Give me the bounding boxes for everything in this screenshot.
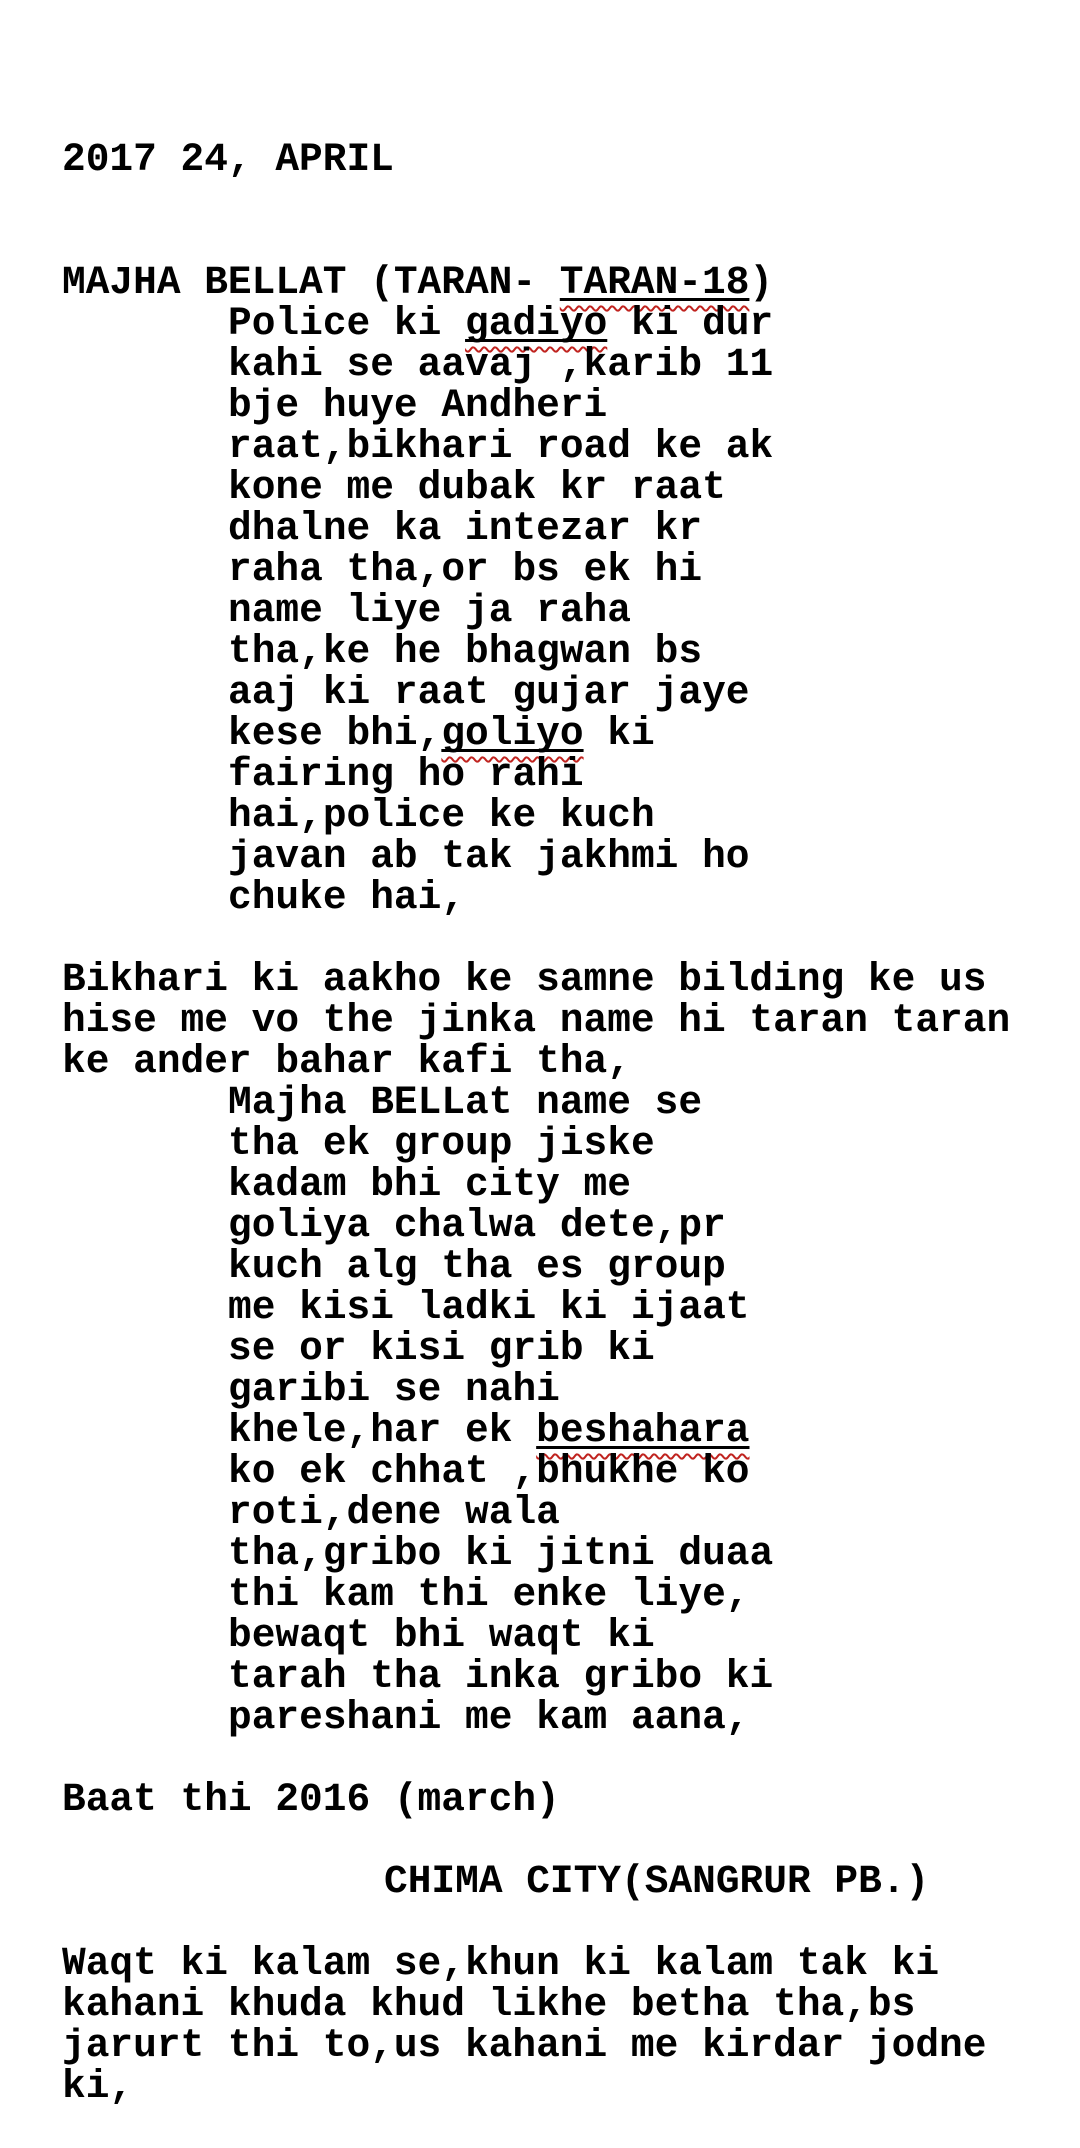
- text-segment: bewaqt bhi waqt ki: [228, 1613, 655, 1658]
- text-line: [228, 713, 1060, 754]
- narration-paragraph-1: [62, 959, 1060, 1082]
- text-segment: javan ab tak jakhmi ho: [228, 834, 750, 879]
- text-segment: kese bhi,: [228, 711, 442, 756]
- date-line: [62, 139, 1060, 180]
- date-note-line: [62, 1779, 1060, 1820]
- text-line: [62, 1000, 1060, 1041]
- text-line: [228, 1533, 1060, 1574]
- text-line: [228, 1205, 1060, 1246]
- text-segment: hai,police ke kuch: [228, 793, 655, 838]
- text-segment: bje huye Andheri: [228, 383, 608, 428]
- text-segment: me kisi ladki ki ijaat: [228, 1285, 750, 1330]
- text-segment: Baat thi 2016 (march): [62, 1777, 560, 1822]
- text-segment: se or kisi grib ki: [228, 1326, 655, 1371]
- text-line: [62, 959, 1060, 1000]
- text-segment: chuke hai,: [228, 875, 466, 920]
- text-segment: khele,har ek: [228, 1408, 537, 1453]
- text-segment: garibi se nahi: [228, 1367, 560, 1412]
- text-line: [228, 1328, 1060, 1369]
- text-line: [228, 467, 1060, 508]
- text-line: [228, 1451, 1060, 1492]
- text-segment: MAJHA BELLAT (TARAN-: [62, 260, 560, 305]
- text-segment: tha ek group jiske: [228, 1121, 655, 1166]
- text-segment: Waqt ki kalam se,khun ki kalam tak ki: [62, 1941, 940, 1986]
- blank-space: [62, 1738, 1060, 1779]
- text-segment: ): [749, 260, 774, 305]
- text-segment: Majha BELLat name se: [228, 1080, 703, 1125]
- text-segment: roti,dene wala: [228, 1490, 560, 1535]
- text-line: [228, 754, 1060, 795]
- text-line: [228, 672, 1060, 713]
- text-line: [62, 1943, 1060, 1984]
- text-segment: hise me vo the jinka name hi taran taran: [62, 998, 1011, 1043]
- text-segment: kadam bhi city me: [228, 1162, 631, 1207]
- text-line: [62, 1041, 1060, 1082]
- text-line: [228, 1369, 1060, 1410]
- text-segment: ki,: [62, 2064, 134, 2109]
- text-line: [228, 1410, 1060, 1451]
- text-line: [228, 1123, 1060, 1164]
- text-line: [228, 426, 1060, 467]
- misspelled-word: [441, 711, 583, 756]
- document-body: [62, 139, 1060, 2107]
- spellcheck-squiggle: beshahara: [536, 1408, 750, 1453]
- text-line: [228, 1656, 1060, 1697]
- text-segment: ke ander bahar kafi tha,: [62, 1039, 631, 1084]
- blank-space: [62, 180, 1060, 262]
- spellcheck-squiggle: goliyo: [441, 711, 584, 756]
- narration-paragraph-2: [62, 1943, 1060, 2107]
- text-line: [62, 139, 1060, 180]
- text-line: [228, 1082, 1060, 1123]
- text-line: [228, 508, 1060, 549]
- text-segment: tha,gribo ki jitni duaa: [228, 1531, 774, 1576]
- text-line: [228, 795, 1060, 836]
- text-line: [228, 1246, 1060, 1287]
- text-line: [228, 385, 1060, 426]
- text-line: [62, 2066, 1060, 2107]
- heading-line: [62, 262, 1060, 303]
- text-line: [228, 1164, 1060, 1205]
- text-line: [228, 1287, 1060, 1328]
- text-segment: Bikhari ki aakho ke samne bilding ke us: [62, 957, 987, 1002]
- text-line: [228, 836, 1060, 877]
- text-segment: tha,ke he bhagwan bs: [228, 629, 703, 674]
- text-segment: 2017 24, APRIL: [62, 137, 394, 182]
- text-segment: dhalne ka intezar kr: [228, 506, 703, 551]
- text-segment: kahi se aavaj ,karib 11: [228, 342, 774, 387]
- text-segment: aaj ki raat gujar jaye: [228, 670, 750, 715]
- text-line: [228, 344, 1060, 385]
- text-segment: fairing ho rahi: [228, 752, 584, 797]
- blank-space: [62, 1902, 1060, 1943]
- text-line: [228, 549, 1060, 590]
- spellcheck-squiggle: TARAN-18: [559, 260, 750, 305]
- text-segment: ki dur: [607, 301, 774, 346]
- text-segment: raha tha,or bs ek hi: [228, 547, 703, 592]
- text-line: [228, 1697, 1060, 1738]
- text-segment: CHIMA CITY(SANGRUR PB.): [384, 1859, 930, 1904]
- text-segment: kuch alg tha es group: [228, 1244, 726, 1289]
- text-segment: name liye ja raha: [228, 588, 631, 633]
- text-line: [228, 590, 1060, 631]
- spellcheck-squiggle: gadiyo: [465, 301, 608, 346]
- text-line: [228, 1574, 1060, 1615]
- blank-space: [62, 1820, 1060, 1861]
- dialogue-block-1: [62, 303, 1060, 918]
- location-line: [62, 1861, 1060, 1902]
- text-segment: goliya chalwa dete,pr: [228, 1203, 726, 1248]
- blank-space: [62, 918, 1060, 959]
- text-line: [62, 1984, 1060, 2025]
- text-segment: pareshani me kam aana,: [228, 1695, 750, 1740]
- text-line: [228, 1492, 1060, 1533]
- text-segment: Police ki: [228, 301, 466, 346]
- text-segment: ko ek chhat ,bhukhe ko: [228, 1449, 750, 1494]
- text-line: [384, 1861, 1060, 1902]
- text-segment: tarah tha inka gribo ki: [228, 1654, 774, 1699]
- text-line: [228, 303, 1060, 344]
- text-segment: thi kam thi enke liye,: [228, 1572, 750, 1617]
- text-segment: ki: [583, 711, 655, 756]
- misspelled-word: [536, 1408, 749, 1453]
- text-line: [228, 877, 1060, 918]
- text-line: [62, 262, 1060, 303]
- text-segment: jarurt thi to,us kahani me kirdar jodne: [62, 2023, 987, 2068]
- misspelled-word: [465, 301, 607, 346]
- text-segment: kahani khuda khud likhe betha tha,bs: [62, 1982, 916, 2027]
- text-segment: kone me dubak kr raat: [228, 465, 726, 510]
- misspelled-word: [560, 260, 750, 305]
- text-line: [62, 1779, 1060, 1820]
- text-line: [62, 2025, 1060, 2066]
- text-segment: raat,bikhari road ke ak: [228, 424, 774, 469]
- text-line: [228, 1615, 1060, 1656]
- text-line: [228, 631, 1060, 672]
- dialogue-block-2: [62, 1082, 1060, 1738]
